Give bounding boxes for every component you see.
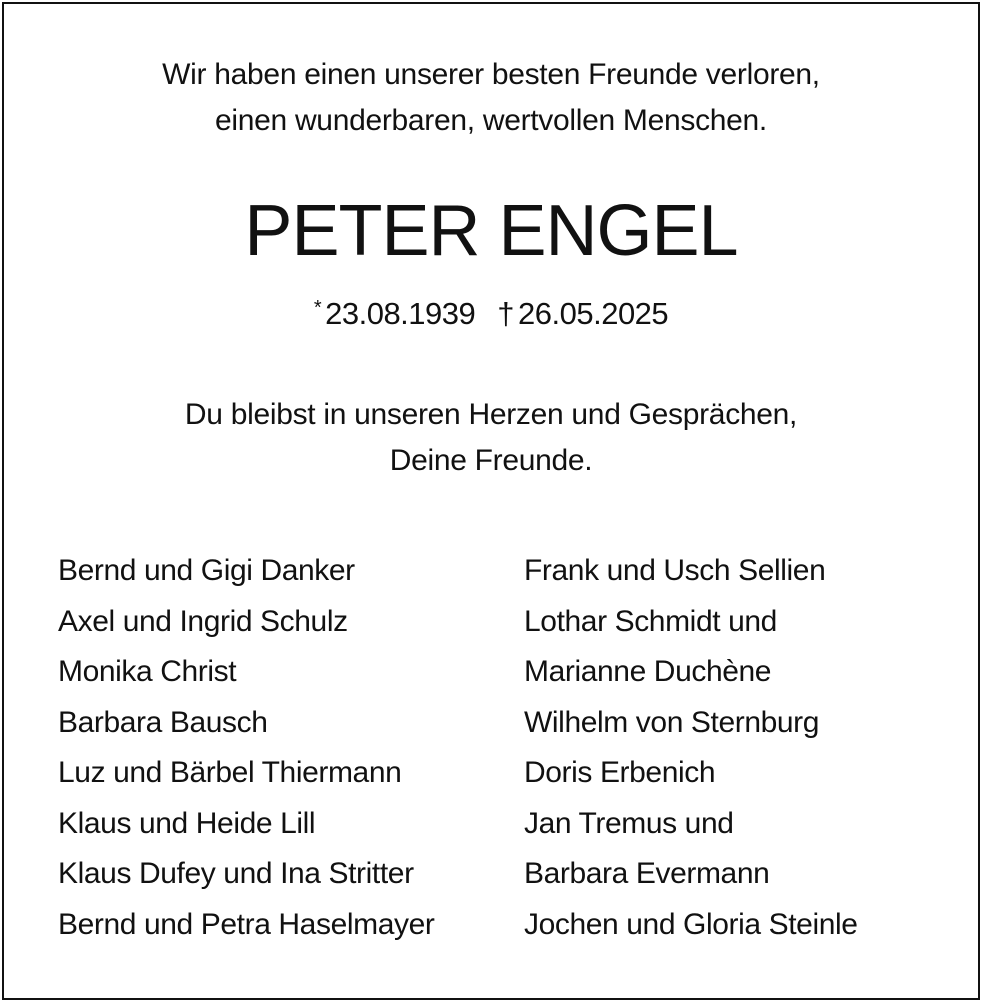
intro-text	[0, 52, 982, 144]
deceased-name: PETER ENGEL	[244, 191, 738, 271]
intro-line-2: einen wunderbaren, wertvollen Menschen.	[215, 104, 767, 137]
signatory: Luz und Bärbel Thiermann	[58, 756, 402, 789]
closing-line-2: Deine Freunde.	[389, 444, 593, 477]
signatory: Bernd und Petra Haselmayer	[58, 907, 435, 941]
signatory: Jochen und Gloria Steinle	[524, 907, 858, 941]
death-cross-symbol: †	[497, 296, 515, 331]
birth-star-symbol: *	[313, 297, 322, 319]
signatory: Barbara Bausch	[58, 705, 268, 739]
signatory: Axel und Ingrid Schulz	[58, 604, 348, 638]
intro-line-1: Wir haben einen unserer besten Freunde verloren,	[162, 58, 820, 91]
signatory: Lothar Schmidt und	[524, 604, 777, 638]
death-date: 26.05.2025	[518, 296, 669, 331]
signatory: Jan Tremus und	[524, 806, 734, 840]
signatory: Frank und Usch Sellien	[524, 554, 826, 587]
signatories-left-column	[58, 546, 434, 950]
closing-text	[0, 392, 982, 484]
signatory: Marianne Duchène	[524, 655, 772, 688]
life-dates	[0, 286, 982, 336]
signatory: Monika Christ	[58, 655, 237, 688]
signatory: Bernd und Gigi Danker	[58, 554, 355, 587]
signatory: Doris Erbenich	[524, 756, 716, 789]
signatory: Wilhelm von Sternburg	[524, 705, 820, 739]
signatory: Klaus und Heide Lill	[58, 806, 316, 840]
closing-line-1: Du bleibst in unseren Herzen und Gesprächen,	[184, 398, 798, 431]
signatory: Klaus Dufey und Ina Stritter	[58, 857, 414, 890]
birth-date: 23.08.1939	[325, 296, 476, 331]
signatory: Barbara Evermann	[524, 857, 770, 890]
signatories-right-column	[524, 546, 858, 950]
